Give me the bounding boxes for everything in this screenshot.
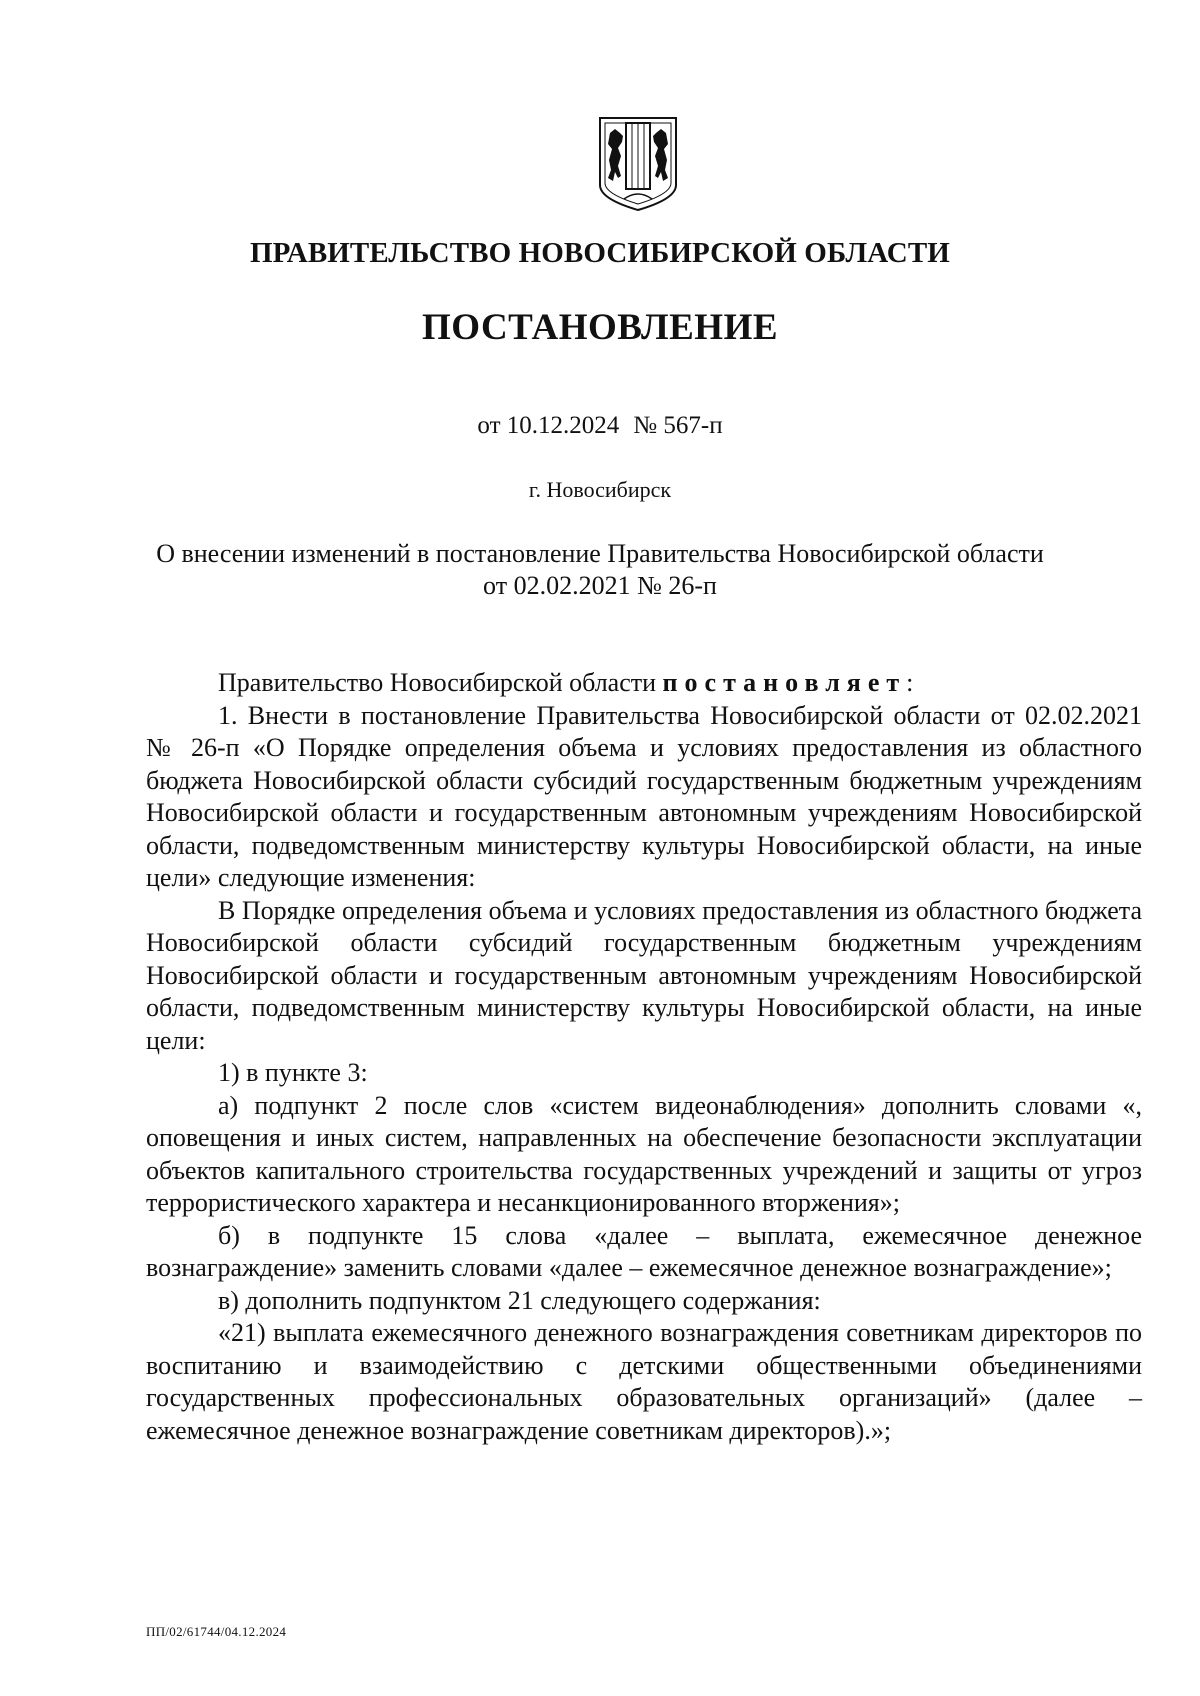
document-date: от 10.12.2024 [477,412,620,439]
intro-colon: : [906,668,914,697]
intro-paragraph [146,667,1142,700]
body-paragraph: 1. Внести в постановление Правительства Новосибирской области от 02.02.2021 № 26-п «О Порядке определения объема и условиях предоставления из областного бюджета Новосибирской области субсидий государственным бюджетным учреждениям Новосибирской области и государственным автономным учреждениям Новосибирской области, подведомственным министерству культуры Новосибирской области, на иные цели» следующие изменения: [146,700,1142,892]
date-number-line [0,412,1200,440]
subject-line: О внесении изменений в постановление Правительства Новосибирской области [156,539,1044,568]
coat-of-arms-icon [597,115,679,213]
document-subject [0,538,1200,602]
body-paragraph: б) в подпункте 15 слова «далее – выплата, ежемесячное денежное вознаграждение» заменить словами «далее – ежемесячное денежное вознаграждение»; [146,1220,1142,1282]
body-paragraph: В Порядке определения объема и условиях предоставления из областного бюджета Новосибирской области субсидий государственным бюджетным учреждениям Новосибирской области и государственным автономным учреждениям Новосибирской области, подведомственным министерству культуры Новосибирской области, на иные цели: [146,895,1142,1055]
subject-line: от 02.02.2021 № 26-п [483,571,717,600]
document-type-title: ПОСТАНОВЛЕНИЕ [421,307,779,348]
city-line: г. Новосибирск [528,477,672,502]
intro-text: Правительство Новосибирской области [218,668,663,697]
body-paragraph: 1) в пункте 3: [218,1058,368,1087]
body-paragraph: «21) выплата ежемесячного денежного вознаграждения советникам директоров по воспитанию и взаимодействию с детскими общественными объединениями государственных профессиональных образовательных организаций» (далее – ежемесячное денежное вознаграждение советникам директоров).»; [146,1318,1142,1445]
resolves-word: постановляет [662,668,907,697]
authority-title: ПРАВИТЕЛЬСТВО НОВОСИБИРСКОЙ ОБЛАСТИ [250,237,950,269]
document-body [146,667,1142,1447]
document-number: № 567-п [633,412,723,439]
body-paragraph: в) дополнить подпунктом 21 следующего содержания: [218,1285,821,1315]
document-code: ПП/02/61744/04.12.2024 [146,1624,287,1639]
body-paragraph: а) подпункт 2 после слов «систем видеонаблюдения» дополнить словами «, оповещения и иных систем, направленных на обеспечение безопасности эксплуатации объектов капитального строительства государственных учреждений и защиты от угроз террористического характера и несанкционированного вторжения»; [146,1090,1142,1217]
